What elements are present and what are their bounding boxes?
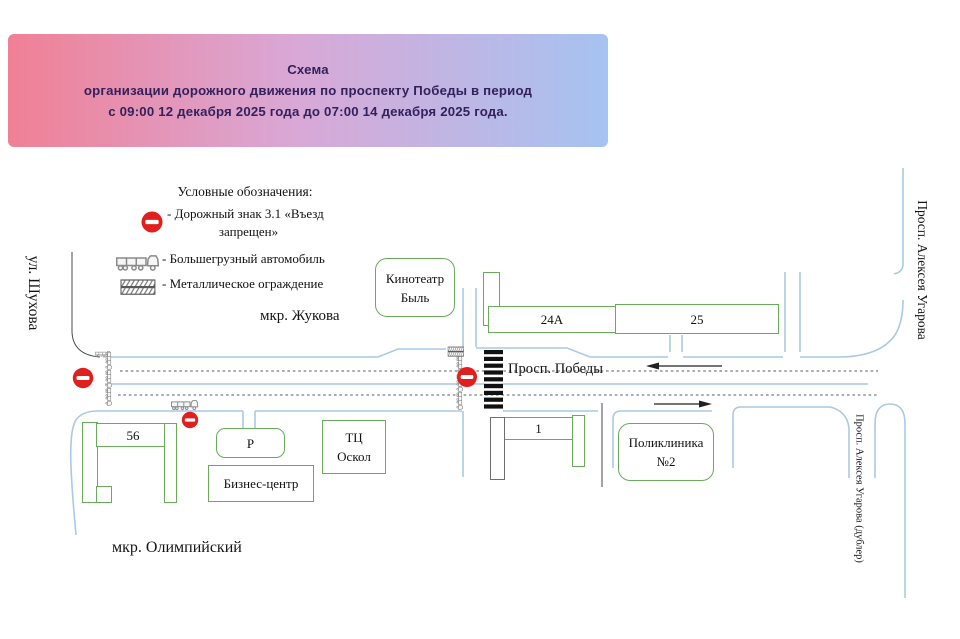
banner-line2: организации дорожного движения по проспекту Победы в период xyxy=(83,83,533,98)
road-dubler-corner xyxy=(733,407,849,478)
road-pobedy-top-west xyxy=(103,349,446,357)
building-1-label: 1 xyxy=(535,421,542,436)
road-north-street xyxy=(463,288,476,347)
direction-arrows xyxy=(646,363,722,408)
building-mall-label2: Оскол xyxy=(337,449,371,464)
no-entry-sign-west-icon xyxy=(73,368,93,388)
street-label-ugarova-dubler: Просп. Алексея Угарова (дублер) xyxy=(853,414,865,563)
building-cinema-label1: Кинотеатр xyxy=(385,270,445,286)
building-polyclinic-label1: Поликлиника xyxy=(628,435,704,450)
legend-item-truck: - Большегрузный автомобиль xyxy=(162,251,325,266)
street-label-pobedy: Просп. Победы xyxy=(508,361,604,377)
road-ugarova-corner xyxy=(800,300,903,357)
building-polyclinic xyxy=(618,423,714,481)
building-24a-label: 24А xyxy=(540,312,564,327)
banner-line3: с 09:00 12 декабря 2025 года до 07:00 14 декабря 2025 года. xyxy=(108,104,508,119)
building-cinema-label2: Быль xyxy=(400,289,430,305)
building-56-right-wing xyxy=(164,423,177,503)
legend-item-no-entry-line2: запрещен» xyxy=(218,224,279,239)
building-polyclinic-label2: №2 xyxy=(656,454,676,469)
legend-no-entry-icon xyxy=(142,212,163,233)
building-25-label: 25 xyxy=(690,311,704,327)
crosswalk xyxy=(484,350,503,409)
banner-line1: Схема xyxy=(287,62,329,77)
district-label-zhukova: мкр. Жукова xyxy=(260,308,340,324)
legend-truck-icon xyxy=(117,256,159,270)
building-parking xyxy=(216,428,285,458)
building-parking-label: Р xyxy=(246,435,255,451)
road-shukhova-curve xyxy=(72,252,100,357)
building-mall-oskol xyxy=(322,420,386,474)
building-56-foot xyxy=(96,486,112,503)
no-entry-sign-center-icon xyxy=(457,367,477,387)
legend-barrier-icon xyxy=(121,280,155,294)
building-56 xyxy=(96,423,170,447)
building-56-label: 56 xyxy=(126,427,140,443)
road-dubler-loop xyxy=(875,404,905,598)
title-banner xyxy=(8,34,608,147)
building-business-center-label: Бизнес-центр xyxy=(223,476,299,491)
street-label-ugarova: Просп. Алексея Угарова xyxy=(915,200,930,340)
district-label-olimpiyskiy: мкр. Олимпийский xyxy=(112,539,242,556)
legend-item-no-entry: - Дорожный знак 3.1 «Въезд xyxy=(167,206,324,221)
building-mall-label1: ТЦ xyxy=(345,430,363,445)
building-1-left-wing xyxy=(490,417,505,480)
building-business-center xyxy=(208,465,314,502)
legend-item-barrier: - Металлическое ограждение xyxy=(162,276,324,291)
building-24a xyxy=(488,306,616,333)
street-label-shukhova: ул. Шухова xyxy=(25,255,42,331)
road-ugarova-north xyxy=(894,168,903,274)
arrow-left-icon xyxy=(646,363,659,370)
arrow-right-icon xyxy=(699,401,712,408)
no-entry-sign-south-icon xyxy=(182,412,198,428)
building-25 xyxy=(615,304,779,334)
legend-title: Условные обозначения: xyxy=(177,184,313,199)
building-cinema xyxy=(375,258,455,317)
building-1-right-wing xyxy=(572,415,585,467)
